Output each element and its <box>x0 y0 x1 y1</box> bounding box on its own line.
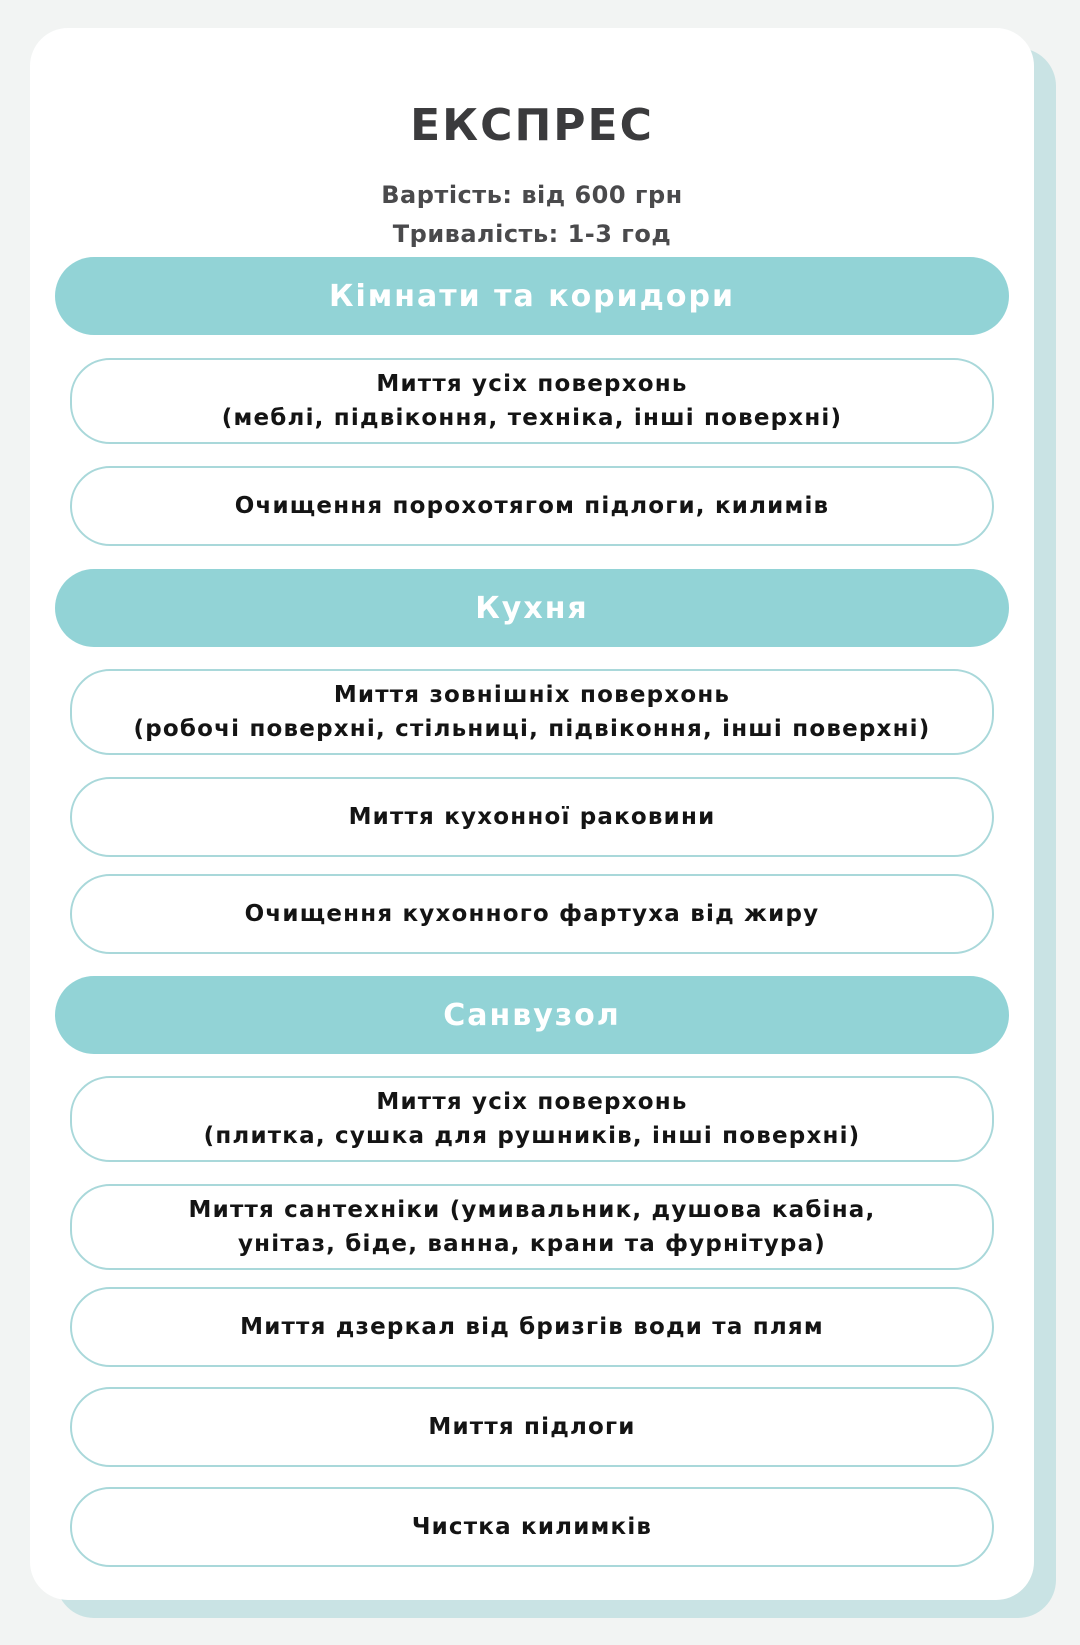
item-line: Миття кухонної раковини <box>348 804 716 830</box>
list-item <box>70 1387 994 1467</box>
item-line: Миття усіх поверхонь <box>376 371 688 397</box>
plan-duration: Тривалість: 1-3 год <box>392 220 672 248</box>
item-line: Очищення кухонного фартуха від жиру <box>244 901 820 927</box>
section-header-rooms: Кімнати та коридори <box>55 257 1009 335</box>
item-line: Миття дзеркал від бризгів води та плям <box>240 1314 824 1340</box>
item-line: Миття сантехніки (умивальник, душова кабіна, <box>188 1197 876 1223</box>
section-header-bathroom: Санвузол <box>55 976 1009 1054</box>
list-item <box>70 1076 994 1162</box>
item-line: унітаз, біде, ванна, крани та фурнітура) <box>237 1231 827 1257</box>
list-item <box>70 874 994 954</box>
plan-price: Вартість: від 600 грн <box>381 181 683 209</box>
item-line: (робочі поверхні, стільниці, підвіконня, інші поверхні) <box>133 716 931 742</box>
item-line: (плитка, сушка для рушників, інші поверхні) <box>203 1123 861 1149</box>
list-item <box>70 1287 994 1367</box>
item-line: Миття зовнішніх поверхонь <box>333 682 731 708</box>
item-line: Миття підлоги <box>428 1414 636 1440</box>
list-item <box>70 777 994 857</box>
list-item <box>70 358 994 444</box>
section-header-kitchen: Кухня <box>55 569 1009 647</box>
list-item <box>70 1184 994 1270</box>
list-item <box>70 669 994 755</box>
item-line: Очищення порохотягом підлоги, килимів <box>234 493 830 519</box>
item-line: Чистка килимків <box>411 1514 653 1540</box>
item-line: (меблі, підвіконня, техніка, інші поверхні) <box>221 405 843 431</box>
list-item <box>70 1487 994 1567</box>
list-item <box>70 466 994 546</box>
plan-title: ЕКСПРЕС <box>410 100 654 151</box>
item-line: Миття усіх поверхонь <box>376 1089 688 1115</box>
